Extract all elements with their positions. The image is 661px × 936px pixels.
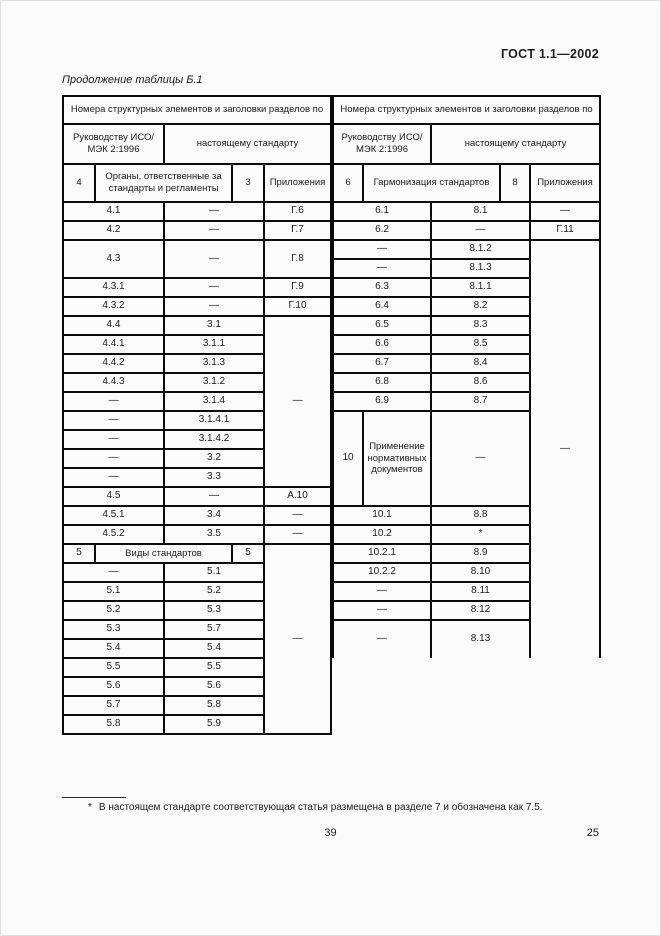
cell-iso-ref: 4.4	[63, 316, 164, 335]
footnote-text	[62, 802, 548, 813]
cell-iso-ref: 10.2.1	[333, 544, 431, 563]
cell-std-ref: 3.1.3	[164, 354, 264, 373]
cell-std-ref: 8.4	[431, 354, 530, 373]
cell-iso-ref: 10.2	[333, 525, 431, 544]
cell-iso-ref: 5.2	[63, 601, 164, 620]
cell-std-ref: —	[431, 221, 530, 240]
cell-iso-ref: 4.4.1	[63, 335, 164, 354]
section-number-std: 8	[500, 164, 530, 202]
cell-iso-ref: —	[63, 449, 164, 468]
cell-std-ref: 3.3	[164, 468, 264, 487]
cell-iso-ref: 4.5.2	[63, 525, 164, 544]
annex-column-header: Приложения	[264, 164, 331, 202]
cell-std-ref: 8.11	[431, 582, 530, 601]
cell-std-ref: —	[164, 297, 264, 316]
cell-iso-ref: 5.8	[63, 715, 164, 734]
cell-std-ref: 8.5	[431, 335, 530, 354]
cell-std-ref: 8.13	[431, 620, 530, 658]
cell-annex-ref: —	[264, 316, 331, 487]
cell-iso-ref: 6.4	[333, 297, 431, 316]
cell-annex-ref: Г.9	[264, 278, 331, 297]
cell-annex-ref: Г.6	[264, 202, 331, 221]
cell-std-ref: 8.12	[431, 601, 530, 620]
cell-iso-ref: —	[333, 240, 431, 259]
cell-std-ref: 3.1.2	[164, 373, 264, 392]
cell-annex-ref: —	[264, 506, 331, 525]
cell-annex-ref: —	[530, 240, 600, 658]
section-number-iso: 6	[333, 164, 363, 202]
cell-iso-ref: 4.1	[63, 202, 164, 221]
cell-iso-ref: 6.6	[333, 335, 431, 354]
cell-std-ref: 3.1	[164, 316, 264, 335]
cell-std-ref: 8.2	[431, 297, 530, 316]
page-number-right: 25	[586, 827, 599, 839]
cell-iso-ref: 4.5.1	[63, 506, 164, 525]
column-header-iso-guide: Руководству ИСО/МЭК 2:1996	[333, 124, 431, 164]
cell-iso-ref: —	[333, 259, 431, 278]
cell-annex-ref: —	[530, 202, 600, 221]
document-reference: ГОСТ 1.1—2002	[500, 47, 599, 61]
cell-std-ref: 5.7	[164, 620, 264, 639]
cell-std-ref: —	[164, 202, 264, 221]
cell-iso-ref: 6.1	[333, 202, 431, 221]
correspondence-tables	[62, 95, 601, 735]
section-title: Применение нормативных документов	[363, 411, 431, 506]
cell-iso-ref: 6.9	[333, 392, 431, 411]
cell-annex-ref: Г.11	[530, 221, 600, 240]
cell-iso-ref: 10.2.2	[333, 563, 431, 582]
cell-iso-ref: 10.1	[333, 506, 431, 525]
cell-std-ref: 3.5	[164, 525, 264, 544]
footnote-marker: *	[88, 802, 92, 813]
cell-iso-ref: —	[63, 468, 164, 487]
footnote	[62, 797, 548, 813]
table-right-body	[333, 202, 600, 658]
cell-std-ref: 5.9	[164, 715, 264, 734]
cell-std-ref: 3.4	[164, 506, 264, 525]
cell-annex-ref: Г.7	[264, 221, 331, 240]
cell-std-ref: 3.1.1	[164, 335, 264, 354]
cell-std-ref: 5.6	[164, 677, 264, 696]
table-header-title: Номера структурных элементов и заголовки разделов по	[63, 96, 331, 124]
page-number-center: 39	[324, 827, 337, 839]
column-header-iso-guide: Руководству ИСО/МЭК 2:1996	[63, 124, 164, 164]
column-header-this-standard: настоящему стандарту	[164, 124, 331, 164]
section-number-std: 5	[232, 544, 264, 563]
cell-std-ref: 8.1.1	[431, 278, 530, 297]
section-number-iso: 4	[63, 164, 95, 202]
cell-std-ref: 5.3	[164, 601, 264, 620]
cell-iso-ref: 4.3	[63, 240, 164, 278]
section-title: Виды стандартов	[95, 544, 232, 563]
cell-std-ref: 8.1.2	[431, 240, 530, 259]
cell-std-ref: 5.4	[164, 639, 264, 658]
cell-std-ref: 3.1.4.2	[164, 430, 264, 449]
cell-iso-ref: —	[63, 563, 164, 582]
cell-std-ref: 5.2	[164, 582, 264, 601]
column-header-this-standard: настоящему стандарту	[431, 124, 600, 164]
cell-iso-ref: 4.3.1	[63, 278, 164, 297]
cell-std-ref: —	[164, 221, 264, 240]
cell-iso-ref: —	[333, 582, 431, 601]
cell-annex-ref: А.10	[264, 487, 331, 506]
cell-iso-ref: 5.6	[63, 677, 164, 696]
cell-std-ref: —	[431, 411, 530, 506]
cell-iso-ref: —	[63, 411, 164, 430]
annex-column-header: Приложения	[530, 164, 600, 202]
section-title: Органы, ответственные за стандарты и регламенты	[95, 164, 232, 202]
cell-std-ref: —	[164, 240, 264, 278]
cell-std-ref: 8.8	[431, 506, 530, 525]
cell-std-ref: —	[164, 278, 264, 297]
section-number-iso: 10	[333, 411, 363, 506]
cell-std-ref: 3.1.4.1	[164, 411, 264, 430]
cell-std-ref: *	[431, 525, 530, 544]
cell-std-ref: 5.5	[164, 658, 264, 677]
cell-std-ref: 5.1	[164, 563, 264, 582]
cell-iso-ref: 6.7	[333, 354, 431, 373]
cell-std-ref: 8.6	[431, 373, 530, 392]
cell-iso-ref: —	[63, 392, 164, 411]
cell-iso-ref: 6.5	[333, 316, 431, 335]
cell-annex-ref: Г.10	[264, 297, 331, 316]
cell-std-ref: 8.1	[431, 202, 530, 221]
cell-std-ref: 3.2	[164, 449, 264, 468]
section-number-std: 3	[232, 164, 264, 202]
cell-std-ref: 8.9	[431, 544, 530, 563]
table-header-title: Номера структурных элементов и заголовки разделов по	[333, 96, 600, 124]
cell-iso-ref: 6.2	[333, 221, 431, 240]
cell-iso-ref: 5.3	[63, 620, 164, 639]
cell-iso-ref: 4.3.2	[63, 297, 164, 316]
cell-iso-ref: —	[63, 430, 164, 449]
cell-std-ref: 8.10	[431, 563, 530, 582]
cell-iso-ref: 6.8	[333, 373, 431, 392]
cell-std-ref: 8.1.3	[431, 259, 530, 278]
cell-std-ref: 5.8	[164, 696, 264, 715]
table-left-half	[62, 95, 332, 735]
cell-iso-ref: 4.4.3	[63, 373, 164, 392]
table-right-half	[332, 95, 601, 658]
cell-iso-ref: 4.5	[63, 487, 164, 506]
cell-iso-ref: 5.7	[63, 696, 164, 715]
cell-std-ref: 8.7	[431, 392, 530, 411]
cell-iso-ref: 4.4.2	[63, 354, 164, 373]
cell-std-ref: 8.3	[431, 316, 530, 335]
cell-annex-ref: —	[264, 544, 331, 734]
table-left-body	[63, 202, 331, 734]
cell-std-ref: 3.1.4	[164, 392, 264, 411]
footnote-separator-rule	[62, 797, 126, 798]
table-caption: Продолжение таблицы Б.1	[62, 74, 203, 86]
cell-iso-ref: 5.5	[63, 658, 164, 677]
cell-iso-ref: 5.1	[63, 582, 164, 601]
cell-iso-ref: 4.2	[63, 221, 164, 240]
section-title: Гармонизация стандартов	[363, 164, 500, 202]
cell-iso-ref: —	[333, 620, 431, 658]
cell-annex-ref: Г.8	[264, 240, 331, 278]
footnote-body: В настоящем стандарте соответствующая статья размещена в разделе 7 и обозначена как 7.5.	[98, 802, 543, 813]
cell-iso-ref: 5.4	[63, 639, 164, 658]
cell-iso-ref: 6.3	[333, 278, 431, 297]
cell-annex-ref: —	[264, 525, 331, 544]
section-number-iso: 5	[63, 544, 95, 563]
cell-std-ref: —	[164, 487, 264, 506]
cell-iso-ref: —	[333, 601, 431, 620]
